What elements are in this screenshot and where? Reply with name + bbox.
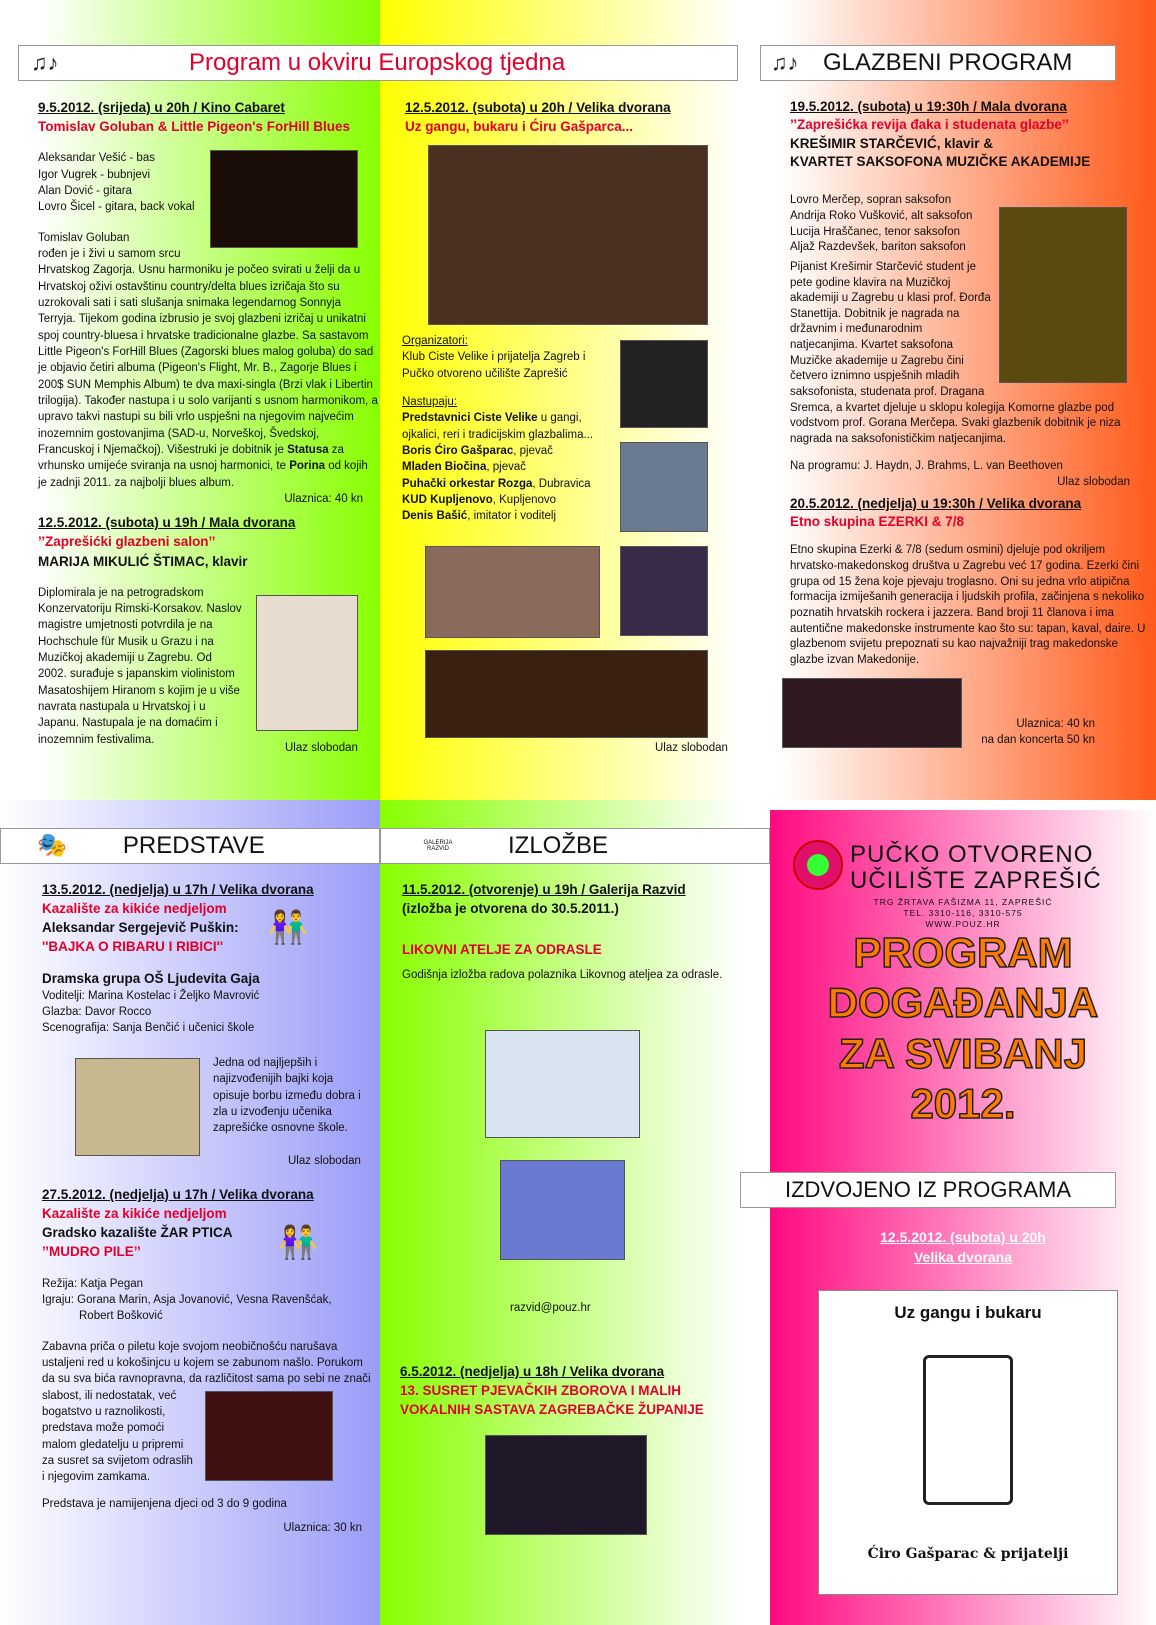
organizers [402,333,617,525]
column-1 [38,98,378,748]
event-title: 13. SUSRET PJEVAČKIH ZBOROVA I MALIH VOKALNIH SASTAVA ZAGREBAČKE ŽUPANIJE [400,1383,704,1418]
price: Ulaz slobodan [288,1155,361,1167]
event-date: 12.5.2012. (subota) u 19h / Mala dvorana [38,515,296,531]
performer: Puhački orkestar Rozga, Dubravica [402,477,591,490]
wooden-cup-drawing [923,1355,1013,1505]
program: Na programu: J. Haydn, J. Brahms, L. van Beethoven [790,460,1063,473]
member: Lucija Hraščanec, tenor saksofon [790,225,961,238]
price: Ulaz slobodan [285,742,358,754]
credit: Glazba: Davor Rocco [42,1006,152,1019]
event-title: Etno skupina EZERKI & 7/8 [790,514,965,530]
cover-headline: PROGRAM DOGAĐANJA ZA SVIBANJ 2012. [827,929,1099,1128]
member: Aljaž Razdevšek, bariton saksofon [790,241,966,254]
event-mudro-pile [42,1185,372,1536]
price: Ulaz slobodan [1057,476,1130,489]
column-3 [790,98,1150,748]
performers-label: Nastupaju: [402,395,457,408]
credit: Voditelji: Marina Kostelac i Željko Mavrović [42,989,260,1002]
children-icon: 👫 [268,909,308,945]
event-group: Gradsko kazalište ŽAR PTICA [42,1225,233,1241]
event-group: Dramska grupa OŠ Ljudevita Gaja [42,970,260,986]
photo-orchestra [425,650,708,738]
price-advance: Ulaznica: 40 kn [1016,718,1095,731]
member: Alan Dović - gitara [38,184,132,197]
org-name: PUČKO OTVORENO UČILIŠTE ZAPREŠIĆ [850,841,1102,895]
performer: Denis Bašić, imitator i voditelj [402,510,557,523]
event-date-range: (izložba je otvorena do 30.5.2011.) [402,901,619,917]
credit: Igraju: Gorana Marin, Asja Jovanović, Vesna Ravenšćak, [42,1293,332,1306]
price: Ulaznica: 40 kn [284,492,363,505]
member: Lovro Šicel - gitara, back vokal [38,201,195,214]
event-ganga [405,98,735,136]
painting-flowers [500,1160,625,1260]
event-description: Godišnja izložba radova polaznika Likovnog ateljea za odrasle. [402,969,723,982]
event-subtitle: Kazalište za kikiće nedjeljom [42,901,227,917]
ganga-poster: Uz gangu i bukaru Ćiro Gašparac & prijatelji [818,1290,1118,1595]
price: Ulaz slobodan [655,742,728,754]
event-title: Tomislav Goluban & Little Pigeon's ForHill Blues [38,119,350,135]
photo-mudro-pile [205,1391,333,1481]
photo-folk-group [428,145,708,325]
event-title: ’’Zaprešićka revija đaka i studenata glazbe’’ [790,117,1069,133]
age-note: Predstava je namijenjena djeci od 3 do 9 godina [42,1497,287,1510]
organizers-label: Organizatori: [402,335,468,347]
bio-text: Etno skupina Ezerki & 7/8 (sedum osmini) djeluje pod okriljem hrvatsko-makedonskog društva u Zagrebu već 17 godina. Ezerki čini grupa od 15 žena koje pjevaju troglasno. Oni su jedna vrlo atipična formacija izmiješanih generacija i ljudskih profila, začinjena s nekoliko poznatih hrvatskih rockera i jazzera. Band broji 11 članova i ima autentične makedonske instrumente kao što su: tapan, kaval, daire. U glazbenom svijetu prepoznati su kao najvažniji trag makedonske glazbe izvan Makedonije. [790,544,1146,666]
painting-fruit [485,1030,640,1138]
member: Andrija Roko Vušković, alt saksofon [790,210,973,223]
event-title: ''BAJKA O RIBARU I RIBICI'' [42,939,224,955]
org-contact: TRG ŽRTAVA FAŠIZMA 11, ZAPREŠIĆ TEL. 3310-116, 3310-575 WWW.POUZ.HR [873,897,1053,930]
event-bajka [42,880,372,1037]
organizers-text: Klub Ciste Velike i prijatelja Zagreb i Pučko otvoreno učilište Zaprešić [402,351,586,380]
performer: KUD Kupljenovo, Kupljenovo [402,493,557,506]
event-mikulic [38,513,378,748]
event-date: 9.5.2012. (srijeda) u 20h / Kino Cabaret [38,100,285,115]
predstave-title-bar [0,828,380,864]
bio-name: Tomislav Goluban [38,231,130,244]
bio-text: rođen je i živi u samom srcu Hrvatskog Zagorja. Usnu harmoniku je počeo svirati u želji da u Hrvatskoj oživi ostavštinu country/delta blues izričaja što su uzrokovali sati i sati slušanja snimaka legendarnog Sonnyja Terryja. Tijekom godina izbrusio je svoj glazbeni izričaj u unikatni spoj country-bluesa i hrvatske tradicionalne glazbe. Sa sastavom Little Pigeon's ForHill Blues (Zagorski blues malog goluba) do sad je objavio četiri albuma (Pigeon's Flight, Mr. B., Zagorje Blues i 200$ SUN Memphis Album) te dva maxi-singla (Brzi vlak i Libertin trilogija). Također nastupa i u solo varijanti s usnom harmonikom, a upravo takvi nastupi su bili vrlo uspješni na njegovim najvećim inozemnim gostovanjima (SAD-u, Norveškoj, Švedskoj, Francuskoj i Njemačkoj). Višestruki je dobitnik je Statusa za vrhunsko umijeće sviranja na usnoj harmonici, te Porina od kojih je zadnji 2011. za najbolji blues album. [38,247,378,489]
price-door: na dan koncerta 50 kn [981,733,1095,746]
performer: Predstavnici Ciste Velike u gangi, ojkalici, reri i tradicijskim glazbalima... [402,412,594,441]
event-title: Uz gangu, bukaru i Ćiru Gašparca... [405,119,634,135]
photo-starcevic [999,207,1127,383]
izlozbe-title-bar [380,828,770,864]
event-description: Zabavna priča o piletu koje svojom neobičnošću narušava ustaljeni red u kokošinjcu u kojem se zabunom našlo. Porukom da su sva bića ravnopravna, da različitost sama po sebi ne znači slabost, ili nedostatak, već bogatstvo u raznolikosti, predstava može pomoći malom gledatelju u pripremi za susret sa svijetom odraslih i njegovim zamkama. [42,1340,371,1484]
price: Ulaznica: 30 kn [283,1521,362,1534]
event-title: ’’MUDRO PILE’’ [42,1244,141,1260]
children-icon: 👫 [278,1224,318,1260]
event-author: Aleksandar Sergejevič Puškin: [42,920,239,936]
bio-text: Diplomirala je na petrogradskom Konzervatoriju Rimski-Korsakov. Naslov magistre umjetnosti potvrdila je na Hochschule für Musik u Grazu i na Muzičkoj akademiji u Zagrebu. Od 2002. surađuje s japanskim violinistom Masatoshijem Hiranom s kojim je u više navrata nastupala u Hrvatskoj i u Japanu. Nastupala je na domaćim i inozemnim festivalima. [38,586,242,746]
event-date: 11.5.2012. (otvorenje) u 19h / Galerija Razvid [402,882,686,897]
event-ezerki [790,495,1150,749]
credit: Scenografija: Sanja Benčić i učenici škole [42,1022,255,1035]
music-notes-icon: ♫♪ [771,50,799,76]
photo-guitarist [620,442,708,532]
photo-mikulic [256,595,358,731]
event-date: 27.5.2012. (nedjelja) u 17h / Velika dvorana [42,1187,314,1202]
izlozbe-title: IZLOŽBE [508,831,609,859]
bio-text: Pijanist Krešimir Starčević student je pete godine klavira na Muzičkoj akademiji u Zagrebu u klasi prof. Đorđa Stanettija. Dobitnik je nagrada na državnim i međunarodnim natjecanjima. Kvartet saksofona Muzičke akademije u Zagrebu čini četvero iznimno uspješnih mladih saksofonista, studenata prof. Dragana Sremca, a kvartet djeluje u sklopu kolegija Komorne glazbe pod vodstvom prof. Gorana Merčepa. Svaki glazbenik dobitnik je niza nagrada na saksofonističkim natjecanjima. [790,260,1121,445]
predstave-title: PREDSTAVE [122,831,265,859]
event-goluban [38,98,378,507]
event-zborovi [400,1362,740,1419]
theatre-masks-icon: 🎭 [37,831,67,859]
music-title: GLAZBENI PROGRAM [823,48,1073,76]
event-date: 20.5.2012. (nedjelja) u 19:30h / Velika dvorana [790,495,1082,511]
highlight-event: 12.5.2012. (subota) u 20h Velika dvorana [880,1229,1046,1265]
performer: Boris Ćiro Gašparac, pjevač [402,444,553,457]
illustration-fisherman [75,1058,200,1156]
performer: Mladen Biočina, pjevač [402,461,526,474]
member: Igor Vugrek - bubnjevi [38,168,151,181]
email-link[interactable]: razvid@pouz.hr [510,1302,591,1314]
event-atelje [402,880,747,984]
photo-kud [425,546,600,638]
photo-imitator [620,546,708,636]
event-performer: KVARTET SAKSOFONA MUZIČKE AKADEMIJE [790,154,1091,170]
music-notes-icon: ♫♪ [31,50,59,76]
europe-week-title-bar [18,45,738,81]
event-performer: MARIJA MIKULIĆ ŠTIMAC, klavir [38,553,248,569]
event-title: ’’Zaprešićki glazbeni salon’’ [38,534,216,550]
photo-goluban [210,150,358,248]
event-description: Jedna od najljepših i najizvođenijih bajki koja opisuje borbu između dobra i zla u izvođenju učenika zaprešićke osnovne škole. [213,1057,361,1135]
photo-ezerki [782,678,962,748]
event-date: 13.5.2012. (nedjelja) u 17h / Velika dvorana [42,882,314,897]
europe-week-title: Program u okviru Europskog tjedna [189,48,566,76]
event-date: 12.5.2012. (subota) u 20h / Velika dvorana [405,100,671,115]
credit: Režija: Katja Pegan [42,1277,144,1290]
event-performer: KREŠIMIR STARČEVIĆ, klavir & [790,135,994,151]
event-date: 19.5.2012. (subota) u 19:30h / Mala dvorana [790,99,1067,114]
galerija-razvid-logo: GALERIJA RAZVID [423,840,453,852]
event-title: LIKOVNI ATELJE ZA ODRASLE [402,942,602,958]
pouz-logo [793,840,843,890]
photo-singer [620,340,708,428]
event-subtitle: Kazalište za kikiće nedjeljom [42,1206,227,1222]
music-title-bar [760,45,1116,81]
member: Lovro Merčep, sopran saksofon [790,194,952,207]
event-starcevic [790,98,1150,491]
member: Aleksandar Vešić - bas [38,152,155,165]
price [975,717,1095,748]
highlight-bar: IZDVOJENO IZ PROGRAMA [740,1172,1116,1208]
photo-choir [485,1435,647,1535]
credit: Robert Bošković [79,1310,163,1323]
event-date: 6.5.2012. (nedjelja) u 18h / Velika dvorana [400,1364,665,1379]
